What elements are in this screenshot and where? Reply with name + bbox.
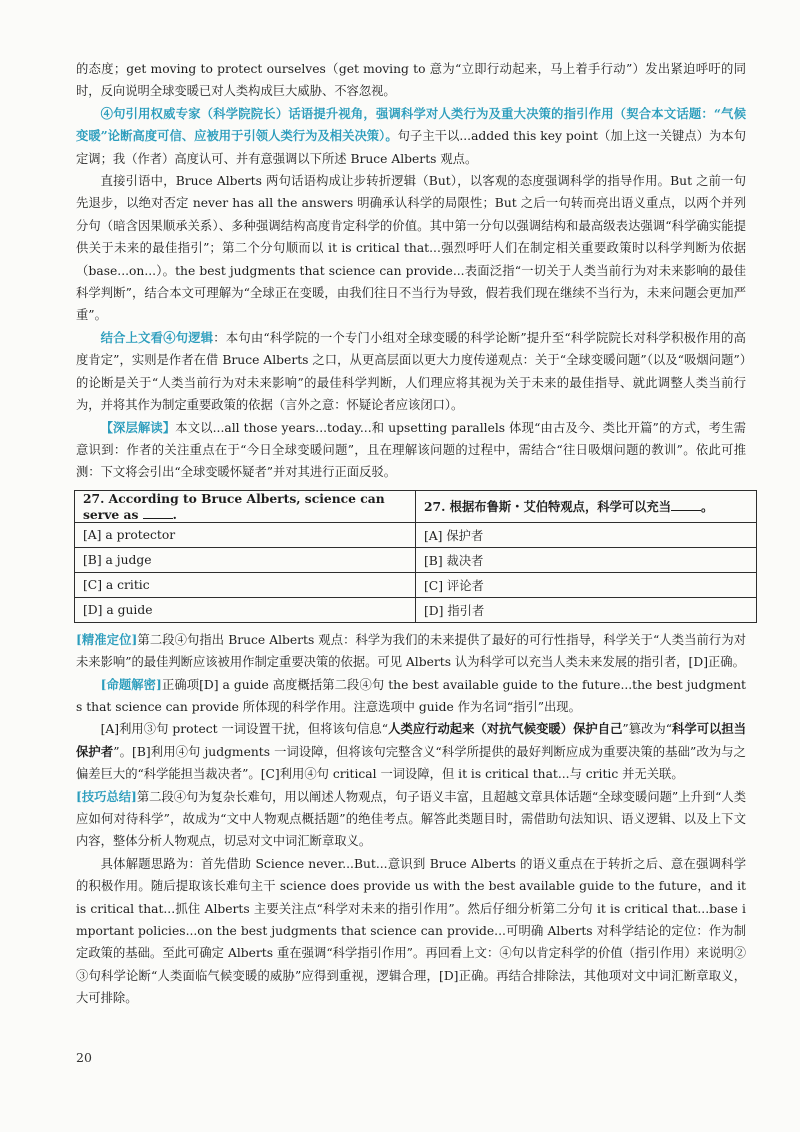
option-b-zh: [B] 裁决者 xyxy=(416,547,757,572)
distractor-bold-1: 人类应行动起来（对抗气候变暖）保护自己 xyxy=(388,721,623,737)
paragraph-5 xyxy=(76,417,746,484)
page-number: 20 xyxy=(76,1050,92,1065)
paragraph-5-text: 本文以...all those years...today...和 upsetting parallels 体现“由古及今、类比开篇”的方式，考生需意识到：作者的关注重点在于“今日全球变暖问题”，且在理解该问题的过程中，需结合“往日吸烟问题的教训”。依此可推测：下文将会引出“全球变暖怀疑者”并对其进行正面反驳。 xyxy=(76,420,746,480)
paragraph-3: 直接引语中，Bruce Alberts 两句话语构成让步转折逻辑（But），以客观的态度强调科学的指导作用。But 之前一句先退步，以绝对否定 never has all the answers 明确承认科学的局限性；But 之后一句转而亮出语义重点，以两个并列分句（暗含因果顺承关系）、多种强调结构高度肯定科学的价值。其中第一分句以强调结构和最高级表达强调“科学确实能提供关于未来的最佳指引”；第二个分句顺而以 it is critical that...强烈呼吁人们在制定相关重要政策时以科学判断为依据（base...on...）。the best judgments that science can provide...表面泛指“一切关于人类当前行为对未来影响的最佳科学判断”，结合本文可理解为“全球正在变暖，由我们往日不当行为导致，假若我们现在继续不当行为，未来问题会更加严重”。 xyxy=(76,174,746,323)
option-row xyxy=(75,522,757,547)
analysis-decode xyxy=(76,674,746,719)
option-c-zh: [C] 评论者 xyxy=(416,572,757,597)
locate-text: 第二段④句指出 Bruce Alberts 观点：科学为我们的未来提供了最好的可行性指导，科学关于“人类当前行为对未来影响”的最佳判断应该被用作制定重要决策的依据。可见 Alberts 认为科学可以充当人类未来发展的指引者，[D]正确。 xyxy=(76,632,747,670)
decode-text: 正确项[D] a guide 高度概括第二段④句 the best available guide to the future...the best judgments that science can provide 所体现的科学作用。注意选项中 guide 作为名词“指引”出现。 xyxy=(76,677,746,714)
logic-label: 结合上文看④句逻辑 xyxy=(100,329,214,345)
paragraph-4-text: ：本句由“科学院的一个专门小组对全球变暖的科学论断”提升至“科学院院长对科学积极作用的高度肯定”，实则是作者在借 Bruce Alberts 之口，从更高层面以更大力度传递观点：关于“全球变暖问题”（以及“吸烟问题”）的论断是关于“人类当前行为对未来影响”的最佳科学判断，人们理应将其视为关于未来的最佳指导、就此调整人类当前行为，并将其作为制定重要政策的依据（言外之意：怀疑论者应该闭口）。 xyxy=(76,330,746,413)
analysis-skills xyxy=(76,786,746,853)
paragraph-4 xyxy=(76,327,746,417)
skills-label: [技巧总结] xyxy=(76,788,137,804)
distractor-text-1: [A]利用③句 protect 一词设置干扰，但将该句信息“ xyxy=(100,722,389,737)
analysis-locate xyxy=(76,629,746,674)
analysis-distractors xyxy=(76,718,746,785)
question-stem-en: 27. According to Bruce Alberts, science can serve as . xyxy=(75,490,416,522)
option-d-en: [D] a guide xyxy=(75,597,416,622)
question-table xyxy=(74,490,757,623)
option-d-zh: [D] 指引者 xyxy=(416,597,757,622)
option-a-zh: [A] 保护者 xyxy=(416,522,757,547)
stem-en-text: 27. According to Bruce Alberts, science can serve as xyxy=(83,490,385,522)
distractor-text-3: ”。[B]利用④句 judgments 一词设障，但将该句完整含义“科学所提供的最好判断应成为重要决策的基础”改为与之偏差巨大的“科学能担当裁决者”。[C]利用④句 critical 一词设障，但 it is critical that...与 critic 并无关联。 xyxy=(76,744,746,782)
option-b-en: [B] a judge xyxy=(75,547,416,572)
stem-zh-text: 27. 根据布鲁斯・艾伯特观点，科学可以充当 xyxy=(424,499,672,515)
option-a-en: [A] a protector xyxy=(75,522,416,547)
paragraph-1: 的态度；get moving to protect ourselves（get moving to 意为“立即行动起来，马上着手行动”）发出紧迫呼吁的同时，反向说明全球变暖已对人类构成巨大威胁、不容忽视。 xyxy=(76,62,746,99)
question-stem-zh: 27. 根据布鲁斯・艾伯特观点，科学可以充当 。 xyxy=(416,490,757,522)
paragraph-2-text: 句子主干以...added this key point（加上这一关键点）为本句定调；我（作者）高度认可、并有意强调以下所述 Bruce Alberts 观点。 xyxy=(76,129,746,166)
deep-reading-label: 【深层解读】 xyxy=(100,419,176,435)
paragraph-2 xyxy=(76,103,746,170)
answer-blank-zh xyxy=(671,498,701,511)
decode-label: [命题解密] xyxy=(100,676,162,692)
question-stem-row xyxy=(75,490,757,522)
answer-blank xyxy=(143,506,173,519)
sentence4-highlight: ④句引用权威专家（科学院院长）话语提升视角，强调科学对人类行为及重大决策的指引作用（契合本文话题：“气候变暖”论断高度可信、应被用于引领人类行为及相关决策）。 xyxy=(76,105,746,144)
option-c-en: [C] a critic xyxy=(75,572,416,597)
skills-text: 第二段④句为复杂长难句，用以阐述人物观点，句子语义丰富，且超越文章具体话题“全球变暖问题”上升到“人类应如何对待科学”，故成为“文中人物观点概括题”的绝佳考点。解答此类题目时，需借助句法知识、语义逻辑、以及上下文内容，整体分析人物观点，切忌对文中词汇断章取义。 xyxy=(76,789,746,849)
option-row xyxy=(75,597,757,622)
option-row xyxy=(75,572,757,597)
option-row xyxy=(75,547,757,572)
distractor-text-2: ”篡改为“ xyxy=(622,722,673,737)
analysis-approach: 具体解题思路为：首先借助 Science never...But...意识到 Bruce Alberts 的语义重点在于转折之后、意在强调科学的积极作用。随后提取该长难句主干 science does provide us with the best available guide to the future，and it is critical that...抓住 Alberts 主要关注点“科学对未来的指引作用”。然后仔细分析第二分句 it is critical that...base important policies...on the best judgments that science can provide...可明确 Alberts 对科学结论的定位：作为制定政策的基础。至此可确定 Alberts 重在强调“科学指引作用”。再回看上文：④句以肯定科学的价值（指引作用）来说明②③句科学论断“人类面临气候变暖的威胁”应得到重视，逻辑合理，[D]正确。再结合排除法，其他项对文中词汇断章取义，大可排除。 xyxy=(76,856,746,1006)
distractor-bold-2: 科学可以担当保护者 xyxy=(76,721,746,759)
locate-label: [精准定位] xyxy=(76,631,138,647)
